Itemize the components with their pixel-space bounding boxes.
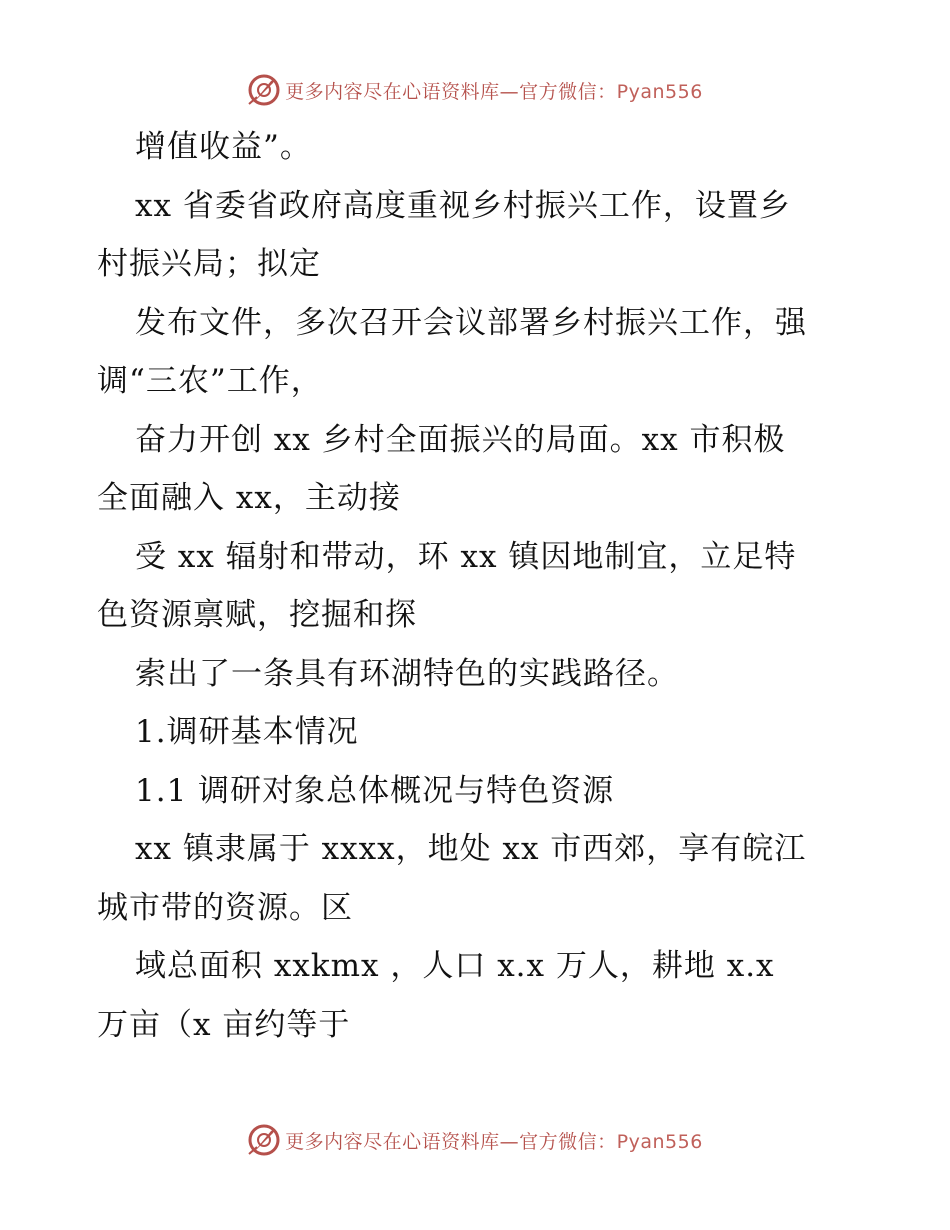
text-line: 发布文件，多次召开会议部署乡村振兴工作，强: [135, 304, 807, 341]
quill-logo-icon: [247, 1123, 281, 1157]
text-line: 调“三农”工作，: [97, 363, 323, 399]
header-banner-label: 更多内容尽在心语资料库—官方微信：: [285, 80, 617, 103]
section-heading: 1.调研基本情况: [135, 714, 359, 750]
quill-logo-icon: [247, 73, 281, 107]
text-line: 增值收益”。: [135, 129, 312, 165]
footer-banner-handle: Pyan556: [616, 1130, 703, 1153]
paragraph-block: [97, 118, 867, 1054]
text-line: xx 镇隶属于 xxxx，地处 xx 市西郊，享有皖江: [135, 831, 807, 867]
text-line: 城市带的资源。区: [97, 889, 353, 926]
text-line: 奋力开创 xx 乡村全面振兴的局面。xx 市积极: [135, 421, 786, 458]
text-line: 受 xx 辐射和带动，环 xx 镇因地制宜，立足特: [135, 538, 797, 575]
footer-banner: [0, 1120, 950, 1160]
document-body: [97, 118, 867, 1054]
header-banner-text: [285, 77, 703, 104]
header-banner-handle: Pyan556: [616, 80, 703, 103]
text-line: 万亩（x 亩约等于: [97, 1006, 351, 1043]
text-line: 色资源禀赋，挖掘和探: [97, 597, 417, 633]
text-line: 域总面积 xxkmx ，人口 x.x 万人，耕地 x.x: [135, 948, 775, 984]
text-line: 全面融入 xx，主动接: [97, 480, 401, 516]
text-line: xx 省委省政府高度重视乡村振兴工作，设置乡: [135, 187, 791, 224]
subsection-heading: 1.1 调研对象总体概况与特色资源: [135, 772, 615, 809]
footer-banner-text: [285, 1127, 703, 1154]
text-line: 索出了一条具有环湖特色的实践路径。: [135, 655, 679, 692]
footer-banner-label: 更多内容尽在心语资料库—官方微信：: [285, 1130, 617, 1153]
header-banner: [0, 70, 950, 110]
text-line: 村振兴局；拟定: [97, 246, 321, 282]
